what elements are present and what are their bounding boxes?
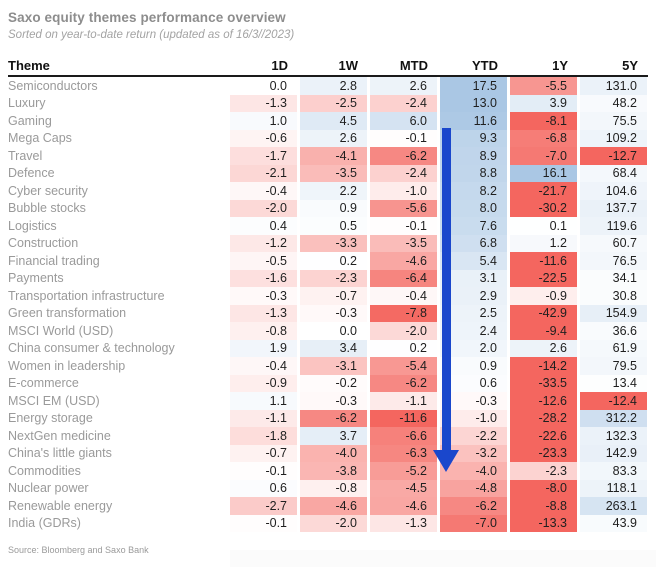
value-cell-1d: -1.3 [228,95,298,113]
table-row [8,480,648,498]
value-cell-1y: -21.7 [508,182,578,200]
value-cell-1y: -13.3 [508,515,578,533]
value-cell-1w: -3.5 [298,165,368,183]
value-cell-ytd: -1.0 [438,410,508,428]
value-cell-5y: -12.4 [578,392,648,410]
value-cell-5y: 68.4 [578,165,648,183]
value-cell-mtd: 0.2 [368,340,438,358]
value-cell-5y: 109.2 [578,130,648,148]
value-cell-5y: 34.1 [578,270,648,288]
column-header-theme: Theme [8,58,50,73]
value-cell-mtd: -0.4 [368,287,438,305]
table-row [8,322,648,340]
table-row [8,217,648,235]
table-row [8,445,648,463]
table-row [8,497,648,515]
value-cell-1d: -1.1 [228,410,298,428]
theme-label: Energy storage [8,411,93,426]
theme-label: Nuclear power [8,481,89,496]
theme-label: Financial trading [8,253,100,268]
bottom-shade [230,550,656,567]
value-cell-1y: -14.2 [508,357,578,375]
theme-label: Travel [8,148,43,163]
value-cell-1y: -6.8 [508,130,578,148]
value-cell-1w: -0.3 [298,392,368,410]
theme-label: Payments [8,271,64,286]
value-cell-1d: -1.3 [228,305,298,323]
table-row [8,270,648,288]
value-cell-mtd: -3.5 [368,235,438,253]
page-title: Saxo equity themes performance overview [8,10,286,25]
value-cell-ytd: -7.0 [438,515,508,533]
value-cell-1d: -0.1 [228,515,298,533]
theme-label: Renewable energy [8,498,113,513]
value-cell-mtd: -5.4 [368,357,438,375]
theme-label: Construction [8,236,79,251]
value-cell-mtd: -1.3 [368,515,438,533]
value-cell-ytd: 8.0 [438,200,508,218]
value-cell-mtd: -6.6 [368,427,438,445]
table-row [8,130,648,148]
value-cell-mtd: -2.4 [368,165,438,183]
table-row [8,112,648,130]
value-cell-mtd: -5.6 [368,200,438,218]
value-cell-1d: -0.5 [228,252,298,270]
value-cell-mtd: -6.2 [368,147,438,165]
value-cell-1d: -0.6 [228,130,298,148]
value-cell-1y: -8.8 [508,497,578,515]
table-row [8,147,648,165]
theme-label: Gaming [8,113,52,128]
theme-label: Commodities [8,463,81,478]
value-cell-1w: 0.5 [298,217,368,235]
value-cell-1d: -1.6 [228,270,298,288]
value-cell-ytd: 11.6 [438,112,508,130]
value-cell-1w: -3.1 [298,357,368,375]
value-cell-1d: 0.0 [228,77,298,95]
theme-label: India (GDRs) [8,516,81,531]
value-cell-ytd: 8.9 [438,147,508,165]
value-cell-1d: -0.8 [228,322,298,340]
value-cell-1y: -8.1 [508,112,578,130]
table-row [8,287,648,305]
value-cell-1w: -0.3 [298,305,368,323]
value-cell-1w: -0.7 [298,287,368,305]
value-cell-1y: -12.6 [508,392,578,410]
value-cell-5y: 13.4 [578,375,648,393]
value-cell-ytd: 3.1 [438,270,508,288]
value-cell-1y: -11.6 [508,252,578,270]
value-cell-ytd: -4.0 [438,462,508,480]
value-cell-1w: -4.6 [298,497,368,515]
table-row [8,305,648,323]
value-cell-1d: -0.4 [228,182,298,200]
value-cell-1d: -0.3 [228,287,298,305]
table-row [8,410,648,428]
value-cell-1w: -2.5 [298,95,368,113]
value-cell-ytd: -3.2 [438,445,508,463]
table-row [8,235,648,253]
value-cell-ytd: 13.0 [438,95,508,113]
value-cell-1w: 0.0 [298,322,368,340]
value-cell-5y: 104.6 [578,182,648,200]
value-cell-1y: 2.6 [508,340,578,358]
value-cell-1y: -0.9 [508,287,578,305]
table-row [8,252,648,270]
theme-label: China consumer & technology [8,341,175,356]
value-cell-1w: 3.7 [298,427,368,445]
theme-label: Women in leadership [8,358,126,373]
value-cell-5y: 79.5 [578,357,648,375]
value-cell-ytd: -2.2 [438,427,508,445]
value-cell-5y: 137.7 [578,200,648,218]
ytd-sort-arrow-shaft [442,128,451,450]
value-cell-5y: 30.8 [578,287,648,305]
theme-label: Logistics [8,218,57,233]
value-cell-mtd: -6.3 [368,445,438,463]
table-row [8,427,648,445]
value-cell-1w: -0.2 [298,375,368,393]
value-cell-5y: -12.7 [578,147,648,165]
value-cell-5y: 75.5 [578,112,648,130]
value-cell-ytd: 8.8 [438,165,508,183]
value-cell-1y: -5.5 [508,77,578,95]
value-cell-ytd: -0.3 [438,392,508,410]
value-cell-1y: -42.9 [508,305,578,323]
value-cell-1w: 2.2 [298,182,368,200]
value-cell-1d: 1.1 [228,392,298,410]
column-header-1w: 1W [338,58,358,73]
theme-label: MSCI World (USD) [8,323,114,338]
table-row [8,515,648,533]
value-cell-1d: -2.0 [228,200,298,218]
value-cell-1d: 1.0 [228,112,298,130]
value-cell-ytd: 7.6 [438,217,508,235]
value-cell-ytd: 2.0 [438,340,508,358]
value-cell-mtd: -7.8 [368,305,438,323]
table-row [8,95,648,113]
value-cell-1d: -0.7 [228,445,298,463]
theme-label: Luxury [8,96,46,111]
value-cell-1w: -2.0 [298,515,368,533]
value-cell-1y: 3.9 [508,95,578,113]
value-cell-1d: -2.1 [228,165,298,183]
value-cell-mtd: -11.6 [368,410,438,428]
value-cell-1w: -0.8 [298,480,368,498]
value-cell-ytd: 0.6 [438,375,508,393]
source-note: Source: Bloomberg and Saxo Bank [8,545,149,555]
theme-label: Green transformation [8,306,127,321]
column-header-5y: 5Y [622,58,638,73]
table-header-row [8,56,648,77]
value-cell-1d: 0.4 [228,217,298,235]
value-cell-1y: -2.3 [508,462,578,480]
table-row [8,200,648,218]
value-cell-1w: -3.3 [298,235,368,253]
value-cell-ytd: 2.5 [438,305,508,323]
value-cell-5y: 142.9 [578,445,648,463]
value-cell-1y: -33.5 [508,375,578,393]
column-header-ytd: YTD [472,58,498,73]
theme-label: Semiconductors [8,78,98,93]
value-cell-5y: 60.7 [578,235,648,253]
value-cell-1w: 4.5 [298,112,368,130]
table-row [8,182,648,200]
value-cell-5y: 48.2 [578,95,648,113]
value-cell-1y: -23.3 [508,445,578,463]
value-cell-mtd: -6.2 [368,375,438,393]
performance-table [8,56,648,532]
value-cell-mtd: -4.5 [368,480,438,498]
value-cell-mtd: 6.0 [368,112,438,130]
theme-label: Bubble stocks [8,201,86,216]
table-row [8,165,648,183]
value-cell-1y: -22.5 [508,270,578,288]
value-cell-1w: -6.2 [298,410,368,428]
value-cell-5y: 36.6 [578,322,648,340]
value-cell-mtd: -2.4 [368,95,438,113]
value-cell-mtd: -6.4 [368,270,438,288]
value-cell-ytd: 2.4 [438,322,508,340]
value-cell-1d: -2.7 [228,497,298,515]
value-cell-mtd: -4.6 [368,497,438,515]
value-cell-ytd: 0.9 [438,357,508,375]
theme-label: Mega Caps [8,131,72,146]
value-cell-ytd: 17.5 [438,77,508,95]
table-row [8,375,648,393]
value-cell-ytd: -4.8 [438,480,508,498]
value-cell-1y: -28.2 [508,410,578,428]
value-cell-1y: -9.4 [508,322,578,340]
theme-label: Transportation infrastructure [8,288,165,303]
value-cell-5y: 263.1 [578,497,648,515]
ytd-sort-arrow-head [433,450,459,472]
value-cell-1d: -0.4 [228,357,298,375]
value-cell-5y: 132.3 [578,427,648,445]
table-body [8,77,648,532]
value-cell-1w: 0.9 [298,200,368,218]
value-cell-5y: 83.3 [578,462,648,480]
table-row [8,357,648,375]
value-cell-1y: 16.1 [508,165,578,183]
table-row [8,392,648,410]
value-cell-ytd: 9.3 [438,130,508,148]
value-cell-1w: 3.4 [298,340,368,358]
value-cell-ytd: 2.9 [438,287,508,305]
value-cell-1w: -4.1 [298,147,368,165]
value-cell-mtd: -1.0 [368,182,438,200]
page-subtitle: Sorted on year-to-date return (updated as of 16/3//2023) [8,29,295,41]
value-cell-5y: 312.2 [578,410,648,428]
column-header-1d: 1D [271,58,288,73]
value-cell-1d: 1.9 [228,340,298,358]
theme-label: MSCI EM (USD) [8,393,100,408]
value-cell-1d: -0.1 [228,462,298,480]
value-cell-1y: -8.0 [508,480,578,498]
value-cell-mtd: -0.1 [368,130,438,148]
value-cell-5y: 131.0 [578,77,648,95]
value-cell-mtd: -0.1 [368,217,438,235]
value-cell-ytd: 5.4 [438,252,508,270]
value-cell-1y: -7.0 [508,147,578,165]
theme-label: China's little giants [8,446,112,461]
value-cell-ytd: 6.8 [438,235,508,253]
value-cell-1w: 2.6 [298,130,368,148]
table-row [8,462,648,480]
theme-label: E-commerce [8,376,79,391]
table-row [8,340,648,358]
value-cell-5y: 154.9 [578,305,648,323]
value-cell-5y: 43.9 [578,515,648,533]
value-cell-1w: -4.0 [298,445,368,463]
value-cell-1d: -1.8 [228,427,298,445]
value-cell-mtd: -5.2 [368,462,438,480]
value-cell-1y: -30.2 [508,200,578,218]
column-header-mtd: MTD [399,58,428,73]
table-row [8,77,648,95]
value-cell-1y: -22.6 [508,427,578,445]
value-cell-5y: 119.6 [578,217,648,235]
value-cell-1y: 0.1 [508,217,578,235]
theme-label: Cyber security [8,183,88,198]
value-cell-5y: 61.9 [578,340,648,358]
column-header-1y: 1Y [552,58,568,73]
value-cell-ytd: -6.2 [438,497,508,515]
theme-label: NextGen medicine [8,428,111,443]
value-cell-ytd: 8.2 [438,182,508,200]
value-cell-5y: 76.5 [578,252,648,270]
theme-label: Defence [8,166,55,181]
value-cell-1w: -3.8 [298,462,368,480]
value-cell-1w: -2.3 [298,270,368,288]
value-cell-1d: -1.7 [228,147,298,165]
value-cell-mtd: -4.6 [368,252,438,270]
value-cell-1d: -1.2 [228,235,298,253]
value-cell-1d: -0.9 [228,375,298,393]
value-cell-5y: 118.1 [578,480,648,498]
value-cell-mtd: -1.1 [368,392,438,410]
value-cell-1y: 1.2 [508,235,578,253]
value-cell-mtd: 2.6 [368,77,438,95]
value-cell-1w: 0.2 [298,252,368,270]
value-cell-mtd: -2.0 [368,322,438,340]
value-cell-1d: 0.6 [228,480,298,498]
value-cell-1w: 2.8 [298,77,368,95]
